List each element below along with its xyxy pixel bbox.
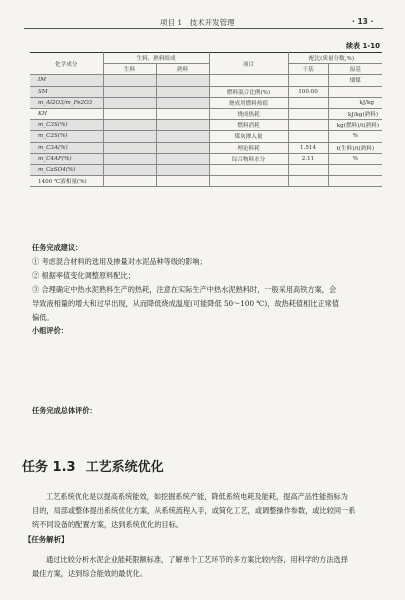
suggestion-item-2: ② 根据率值变化调整原料配比；	[32, 271, 135, 280]
header-dry: 干基	[288, 64, 328, 75]
item-cell: 燃料混合比例(%)	[209, 86, 288, 97]
chem-cell: m_C3A(%)	[30, 142, 103, 153]
chem-cell: m_Al2O3/m_Fe2O3	[30, 97, 103, 108]
wet-cell: %	[328, 153, 382, 164]
raw-cell	[103, 164, 156, 175]
intro-line-3: 统不同设备的配置方案，达到系统优化的目标。	[32, 520, 183, 529]
clinker-cell	[156, 153, 209, 164]
table-row	[30, 108, 382, 119]
analysis-line-2: 最佳方案，达到综合能效的最优化。	[32, 569, 148, 578]
group-evaluation-label: 小组评价：	[32, 326, 68, 335]
header-raw: 生料	[103, 64, 156, 75]
chem-cell: IM	[30, 75, 103, 86]
raw-cell	[103, 153, 156, 164]
intro-paragraph	[32, 490, 382, 532]
raw-cell	[103, 86, 156, 97]
raw-cell	[103, 176, 156, 187]
wet-cell: kJ/kg	[328, 97, 382, 108]
intro-line-2: 目的，局部或整体提出系统优化方案，从系统流程入手，或简化工艺，或调整操作参数，或比较同一系	[32, 506, 356, 515]
table-row	[30, 142, 382, 153]
header-clinker: 熟料	[156, 64, 209, 75]
item-cell: 烧成热耗	[209, 108, 288, 119]
header-item: 项目	[209, 53, 288, 75]
table-row	[30, 120, 382, 131]
intro-line-1: 工艺系统优化是以提高系统能效，如挖掘系统产能，降低系统电耗及能耗，提高产品性能指标为	[46, 492, 348, 501]
table-row	[30, 97, 382, 108]
suggestion-item-3-line-3: 偏低。	[32, 313, 54, 322]
item-cell: 烧成用燃料热值	[209, 97, 288, 108]
suggestion-block	[32, 241, 382, 325]
wet-cell: %	[328, 131, 382, 142]
clinker-cell	[156, 142, 209, 153]
suggestion-item-3-line-1: ③ 合理确定中热水泥熟料生产的热耗，注意在实际生产中热水泥熟料时，一般采用高铁方案，会	[32, 285, 337, 294]
analysis-label: 【任务解析】	[24, 535, 69, 544]
section-number: 任务 1.3	[22, 460, 76, 475]
chem-cell: m_C3S(%)	[30, 120, 103, 131]
chem-cell: m_C4AF(%)	[30, 153, 103, 164]
wet-cell: 烟煤	[328, 75, 382, 86]
dry-cell	[288, 164, 328, 175]
item-cell	[209, 164, 288, 175]
dry-cell	[288, 120, 328, 131]
clinker-cell	[156, 108, 209, 119]
chem-cell: m_C2S(%)	[30, 131, 103, 142]
wet-cell: t(生料)/t(熟料)	[328, 142, 382, 153]
table-row	[30, 176, 382, 187]
raw-cell	[103, 131, 156, 142]
table-caption: 续表 1-10	[346, 42, 380, 50]
header-ratio-group: 配比(质量分数,%)	[288, 53, 382, 64]
chem-cell: m_CaSO4(%)	[30, 164, 103, 175]
wet-cell: kg(燃料)/t(熟料)	[328, 120, 382, 131]
table-row	[30, 86, 382, 97]
analysis-line-1: 通过比较分析水泥企业能耗限额标准，了解单个工艺环节的多方案比较内容，用科学的方法选择	[46, 555, 348, 564]
raw-cell	[103, 108, 156, 119]
item-cell	[209, 176, 288, 187]
overall-evaluation-label: 任务完成总体评价：	[32, 406, 97, 415]
suggestion-item-1: ① 考虑混合材料的选用及掺量对水泥品种等级的影响；	[32, 257, 207, 266]
page-number: · 13 ·	[352, 17, 374, 26]
header-material-group: 生料、熟料组成	[103, 53, 209, 64]
raw-cell	[103, 97, 156, 108]
clinker-cell	[156, 75, 209, 86]
clinker-cell	[156, 86, 209, 97]
dry-cell	[288, 75, 328, 86]
table-row	[30, 75, 382, 86]
clinker-cell	[156, 120, 209, 131]
wet-cell	[328, 86, 382, 97]
dry-cell	[288, 131, 328, 142]
clinker-cell	[156, 176, 209, 187]
dry-cell: 1.514	[288, 142, 328, 153]
composition-table	[30, 52, 382, 187]
chem-cell: 1400 ℃液相量(%)	[30, 176, 103, 187]
dry-cell	[288, 176, 328, 187]
table-row	[30, 131, 382, 142]
raw-cell	[103, 120, 156, 131]
header-chem: 化学成分	[30, 53, 103, 75]
clinker-cell	[156, 131, 209, 142]
dry-cell: 2.11	[288, 153, 328, 164]
page-header	[0, 14, 405, 28]
clinker-cell	[156, 97, 209, 108]
table-row	[30, 164, 382, 175]
running-title: 项目 1 技术开发管理	[160, 18, 235, 27]
wet-cell	[328, 176, 382, 187]
chem-cell: KH	[30, 108, 103, 119]
item-cell: 理论料耗	[209, 142, 288, 153]
clinker-cell	[156, 164, 209, 175]
section-heading	[22, 456, 174, 475]
item-cell: 综合物料水分	[209, 153, 288, 164]
wet-cell: kJ/kg(熟料)	[328, 108, 382, 119]
header-rule	[24, 28, 383, 29]
table-row	[30, 153, 382, 164]
dry-cell: 100.00	[288, 86, 328, 97]
header-wet: 湿基	[328, 64, 382, 75]
item-cell	[209, 75, 288, 86]
chem-cell: SM	[30, 86, 103, 97]
dry-cell	[288, 97, 328, 108]
item-cell: 煤灰掺入量	[209, 131, 288, 142]
raw-cell	[103, 75, 156, 86]
dry-cell	[288, 108, 328, 119]
item-cell: 燃料消耗	[209, 120, 288, 131]
analysis-paragraph	[32, 553, 382, 581]
suggestion-title: 任务完成建议：	[32, 243, 83, 252]
section-title: 工艺系统优化	[85, 460, 164, 475]
suggestion-item-3-line-2: 导致液相量的增大和过早出现，从而降低烧成温度(可能降低 50～100 ℃)，故热耗值相比正常值	[32, 299, 340, 308]
wet-cell	[328, 164, 382, 175]
raw-cell	[103, 142, 156, 153]
